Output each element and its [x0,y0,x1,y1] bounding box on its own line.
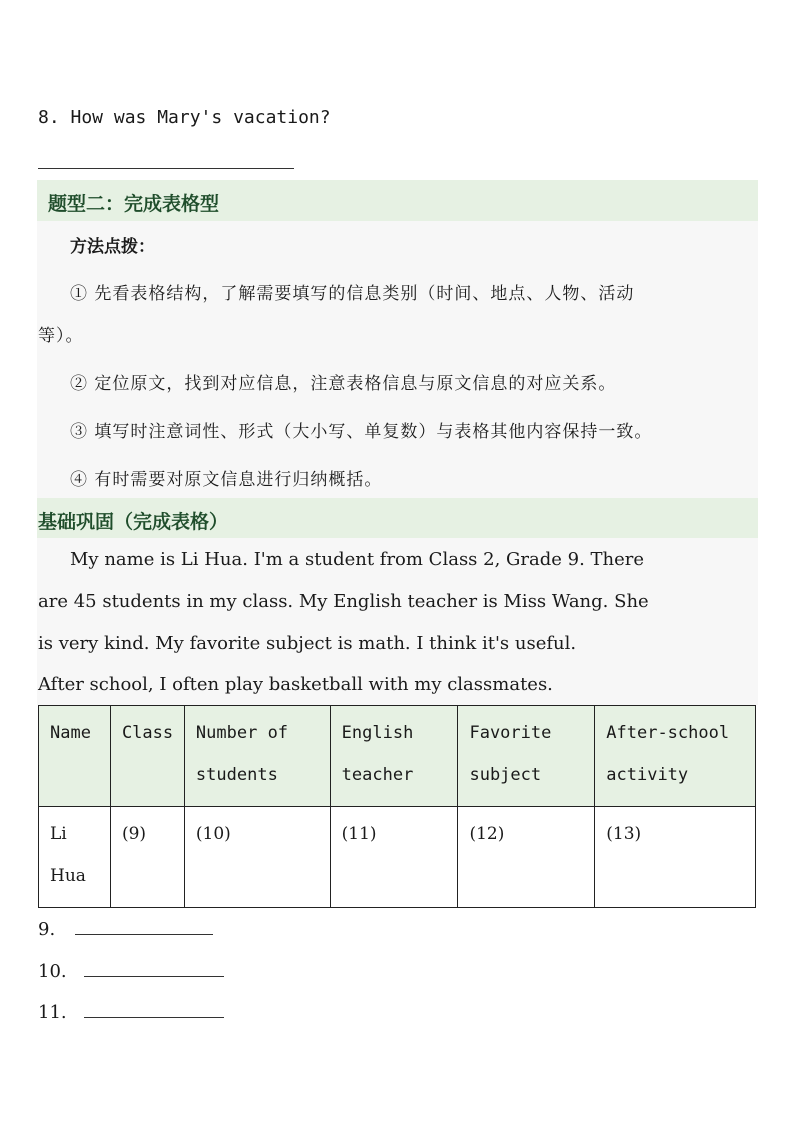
answer-10-blank[interactable] [84,960,224,977]
cell-favorite-subject[interactable]: (12) [458,807,595,908]
cell-after-school-activity[interactable]: (13) [595,807,756,908]
practice-title: 基础巩固（完成表格） [38,511,229,533]
section-title: 题型二：完成表格型 [48,193,220,215]
answer-10 [38,960,224,982]
tip-3: ③ 填写时注意词性、形式（大小写、单复数）与表格其他内容保持一致。 [70,422,653,442]
answer-11-number: 11. [38,1002,67,1023]
answer-9-blank[interactable] [75,918,213,935]
answer-11 [38,1001,224,1023]
question-8: 8. How was Mary's vacation? [38,107,331,128]
passage-line-3: is very kind. My favorite subject is math. I think it's useful. [38,633,577,654]
cell-name: Li Hua [39,807,111,908]
answer-11-blank[interactable] [84,1001,224,1018]
tip-2: ② 定位原文，找到对应信息，注意表格信息与原文信息的对应关系。 [70,374,617,394]
method-tips-box [37,221,758,498]
answer-9-number: 9. [38,919,56,940]
passage-line-2: are 45 students in my class. My English teacher is Miss Wang. She [38,591,649,612]
tip-1: ① 先看表格结构，了解需要填写的信息类别（时间、地点、人物、活动 [70,284,635,304]
answer-10-number: 10. [38,961,67,982]
header-class: Class [110,706,184,807]
passage-line-4: After school, I often play basketball with my classmates. [38,674,553,695]
answer-blank-8[interactable] [38,168,294,169]
header-english-teacher: English teacher [330,706,458,807]
tip-4: ④ 有时需要对原文信息进行归纳概括。 [70,470,383,490]
passage-line-1: My name is Li Hua. I'm a student from Class 2, Grade 9. There [70,549,645,570]
table-header-row [39,706,756,807]
answer-9 [38,918,213,940]
method-title: 方法点拨： [70,237,155,257]
table-row [39,807,756,908]
header-number-of-students: Number of students [184,706,330,807]
tip-1-continued: 等）。 [38,326,84,346]
info-table [38,705,756,908]
header-name: Name [39,706,111,807]
cell-class[interactable]: (9) [110,807,184,908]
cell-english-teacher[interactable]: (11) [330,807,458,908]
header-favorite-subject: Favorite subject [458,706,595,807]
header-after-school-activity: After-school activity [595,706,756,807]
cell-number-of-students[interactable]: (10) [184,807,330,908]
